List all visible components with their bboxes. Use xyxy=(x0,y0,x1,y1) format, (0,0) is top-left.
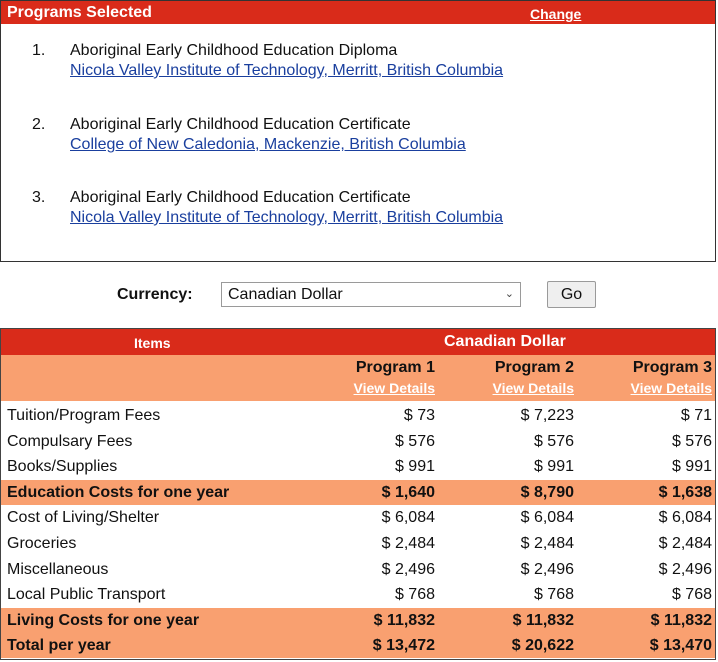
programs-selected-panel xyxy=(0,0,716,262)
program-1-value: $ 6,084 xyxy=(381,509,435,526)
program-3-value: $ 991 xyxy=(671,458,712,475)
program-header-row xyxy=(1,355,716,401)
program-number: 2. xyxy=(32,116,46,133)
program-3-value: $ 71 xyxy=(680,407,712,424)
row-label: Groceries xyxy=(7,535,77,552)
program-2-value: $ 11,832 xyxy=(512,612,574,629)
program-1-value: $ 768 xyxy=(394,586,435,603)
table-row xyxy=(1,454,716,479)
table-row xyxy=(1,582,716,607)
row-label: Tuition/Program Fees xyxy=(7,407,161,424)
subtotal-row xyxy=(1,608,716,633)
currency-select[interactable] xyxy=(221,282,521,307)
program-1-value: $ 13,472 xyxy=(372,637,435,654)
program-1-value: $ 1,640 xyxy=(381,484,435,501)
programs-selected-title: Programs Selected xyxy=(7,4,152,21)
chevron-down-icon: ⌄ xyxy=(504,288,514,300)
program-school-link[interactable]: College of New Caledonia, Mackenzie, British Columbia xyxy=(70,136,466,153)
program-number: 1. xyxy=(32,42,46,59)
row-label: Cost of Living/Shelter xyxy=(7,509,160,526)
currency-row xyxy=(0,280,716,310)
program-1-value: $ 73 xyxy=(403,407,435,424)
program-2-value: $ 20,622 xyxy=(511,637,574,654)
row-label: Miscellaneous xyxy=(7,561,109,578)
total-row xyxy=(1,633,716,658)
program-2-value: $ 2,496 xyxy=(520,561,574,578)
program-1-value: $ 2,484 xyxy=(381,535,435,552)
program-3-value: $ 1,638 xyxy=(658,484,712,501)
program-2-value: $ 6,084 xyxy=(520,509,574,526)
subtotal-row xyxy=(1,480,716,505)
program-school-link[interactable]: Nicola Valley Institute of Technology, Merritt, British Columbia xyxy=(70,62,504,79)
row-label: Local Public Transport xyxy=(7,586,166,603)
program-2-value: $ 8,790 xyxy=(520,484,574,501)
program-3-view-details-link[interactable]: View Details xyxy=(630,380,712,396)
program-school-link[interactable]: Nicola Valley Institute of Technology, Merritt, British Columbia xyxy=(70,209,504,226)
row-label: Compulsary Fees xyxy=(7,433,133,450)
program-1-title: Program 1 xyxy=(355,359,435,376)
program-2-value: $ 2,484 xyxy=(520,535,574,552)
row-label: Books/Supplies xyxy=(7,458,118,475)
program-3-title: Program 3 xyxy=(632,359,712,376)
program-number: 3. xyxy=(32,189,46,206)
go-button[interactable]: Go xyxy=(547,281,596,308)
program-3-value: $ 768 xyxy=(671,586,712,603)
program-3-value: $ 13,470 xyxy=(649,637,712,654)
program-3-value: $ 11,832 xyxy=(650,612,712,629)
row-label: Living Costs for one year xyxy=(7,612,200,629)
program-name: Aboriginal Early Childhood Education Diploma xyxy=(70,42,398,59)
table-row xyxy=(1,403,716,428)
program-1-value: $ 991 xyxy=(394,458,435,475)
table-row xyxy=(1,531,716,556)
program-1-value: $ 576 xyxy=(394,433,435,450)
program-2-title: Program 2 xyxy=(494,359,574,376)
currency-label: Currency: xyxy=(117,286,193,303)
items-column-header: Items xyxy=(134,335,171,351)
programs-selected-header xyxy=(1,1,715,24)
row-label: Education Costs for one year xyxy=(7,484,230,501)
program-2-value: $ 991 xyxy=(533,458,574,475)
currency-selected-value: Canadian Dollar xyxy=(228,286,343,303)
program-2-value: $ 576 xyxy=(533,433,574,450)
program-name: Aboriginal Early Childhood Education Certificate xyxy=(70,189,411,206)
program-3-value: $ 2,496 xyxy=(658,561,712,578)
table-row xyxy=(1,557,716,582)
change-link[interactable]: Change xyxy=(530,6,582,22)
program-3-value: $ 2,484 xyxy=(658,535,712,552)
currency-column-header: Canadian Dollar xyxy=(444,333,566,350)
program-name: Aboriginal Early Childhood Education Certificate xyxy=(70,116,411,133)
program-2-view-details-link[interactable]: View Details xyxy=(492,380,574,396)
cost-table xyxy=(0,328,716,660)
program-3-value: $ 6,084 xyxy=(658,509,712,526)
program-2-value: $ 768 xyxy=(533,586,574,603)
program-3-value: $ 576 xyxy=(671,433,712,450)
table-row xyxy=(1,505,716,530)
program-1-value: $ 2,496 xyxy=(381,561,435,578)
program-1-view-details-link[interactable]: View Details xyxy=(353,380,435,396)
table-row xyxy=(1,429,716,454)
program-1-value: $ 11,832 xyxy=(373,612,435,629)
cost-table-header xyxy=(1,329,716,355)
program-2-value: $ 7,223 xyxy=(520,407,574,424)
row-label: Total per year xyxy=(7,637,111,654)
